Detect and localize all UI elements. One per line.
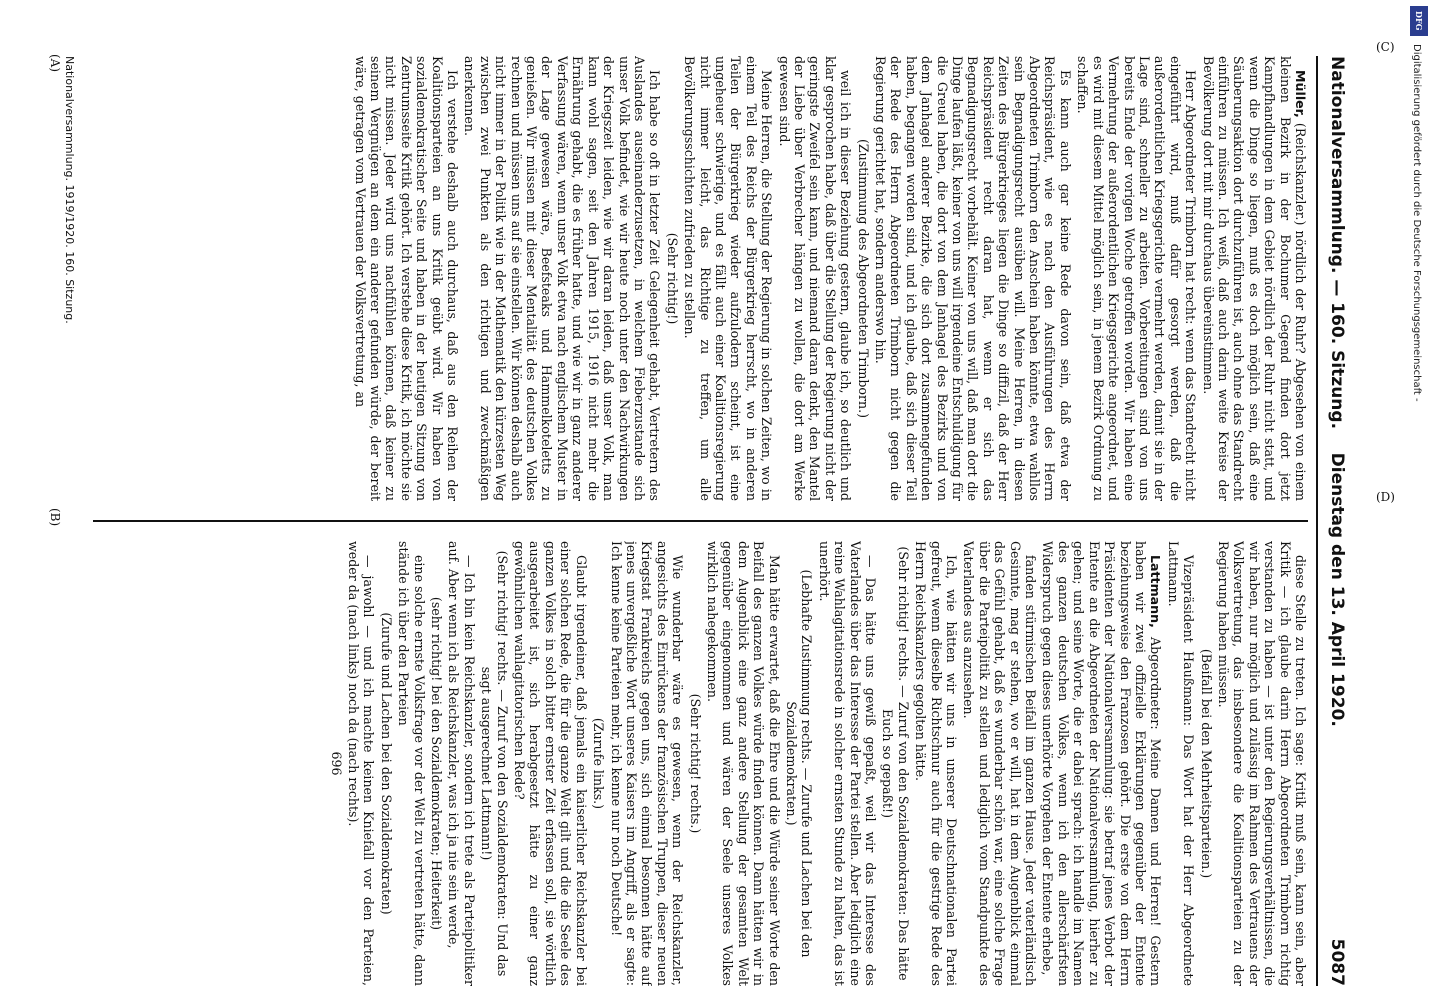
page-footer: Nationalversammlung. 1919/1920. 160. Sitzung. <box>63 56 76 324</box>
paragraph: fanden stürmischen Beifall im ganzen Hause. Jeder vaterländisch Gesinnte, mag er stehen, wo er will, hat in dem Augenblick einmal das Gefühl gehabt, daß es wunderbar schön war, eine solche Frage über die Parteipolitik zu stellen und lediglich vom Standpunkte des Vaterlandes aus anzusehen. <box>961 541 1039 986</box>
rotated-page-content <box>48 54 1352 986</box>
speaker-role: Reichskanzler. <box>1293 127 1308 221</box>
interjection: (Zurufe links.) <box>591 717 607 810</box>
left-column <box>83 56 1308 501</box>
sheet-number: 696 <box>328 751 344 776</box>
header-date: Dienstag den 13. April 1920. <box>1327 452 1347 727</box>
interjection: (Sehr richtig!) <box>664 232 680 325</box>
column-divider <box>93 520 1308 522</box>
page-number: 5087 <box>1327 938 1347 986</box>
interjection: (sehr richtig! bei den Sozialdemokraten; Heiterkeit) <box>429 596 445 931</box>
paragraph: weil ich in dieser Beziehung gestern, glaube ich, so deutlich und klar gesprochen habe, daß über die Stellung der Regierung nicht der geringste Zweifel sein kann, und niemand daran denkt, den Mantel der Liebe über Verbrecher hängen zu wollen, die dort am Werke gewesen sind. <box>776 56 854 501</box>
margin-mark-a: (A) <box>48 54 62 73</box>
paragraph <box>1040 541 1163 986</box>
speaker-name: Müller, <box>1293 70 1308 118</box>
interjection: (Lebhafte Zustimmung rechts. — Zurufe und Lachen bei den Sozialdemokraten.) <box>784 569 815 958</box>
paragraph-text: nördlich der Ruhr? Abgesehen von einem kleinen Bezirk in der Bochumer Gegend finden dort jetzt Kampfhandlungen in dem Gebiet nördlich der Ruhr nicht statt, und wenn die Dinge so liegen, muß es doch möglich sein, daß eine Säuberungsaktion dort durchzuführen ist, auch ohne das Standrecht einführen zu müssen. Ich weiß, daß auch darin weite Kreise der Bevölkerung dort mit mir durchaus übereinstimmen. <box>1200 56 1308 501</box>
interjection: (Sehr richtig! rechts. — Zuruf von den Sozialdemokraten: Das hätte Euch so gepaßt!) <box>880 546 911 981</box>
header-right <box>1327 453 1347 986</box>
speaker-name: Lattmann, <box>1148 555 1164 628</box>
right-column <box>83 541 1308 986</box>
paragraph: Ich verstehe deshalb auch durchaus, daß aus den Reihen der Koalitionsparteien an uns Kritik geübt wird. Wir haben von sozialdemokratischer Seite und haben in der heutigen Sitzung von Zentrumsseite Kritik gehört. Ich verstehe diese Kritik, ich möchte sie nicht missen. Jeder wird uns nachfühlen können, daß keiner zu seinem Vergnügen an dem ein anderer gefunden würde, der bereit wäre, getragen vom Vertrauen der Volksvertretung, an <box>352 56 461 501</box>
dfg-logo: DFG <box>1410 6 1428 36</box>
margin-mark-b: (B) <box>48 508 62 527</box>
interjection: (Beifall bei den Mehrheitsparteien.) <box>1198 648 1214 879</box>
paragraph: Ich habe so oft in letzter Zeit Gelegenheit gehabt, Vertretern des Auslandes auseinanderzusetzen, in welchem Fieberzustande sich unser Volk befindet, wie wir heute noch unter den Nachwirkungen der Kriegszeit leiden, wie wir daran leiden, daß unser Volk, man kann wohl sagen, seit den Jahren 1915, 1916 nicht mehr die Ernährung gehabt, die es früher hatte, und wie wir in ganz anderer Verfassung wären, wenn unser Volk etwa nach englischem Muster in der Lage gewesen wäre, Beefsteaks und Hammelkoteletts zu genießen. Wir müssen mit dieser Mentalität des deutschen Volkes rechnen und müssen uns auf sie einstellen. Wir können deshalb auch nicht immer in der Politik wie in der Mathematik den kürzesten Weg zwischen zwei Punkten als den richtigen und zweckmäßigen anerkennen. <box>462 56 663 501</box>
header-rule <box>1316 56 1318 986</box>
interjection: (Sehr richtig! rechts. — Zuruf von den Sozialdemokraten: Und das sagt ausgerechnet Lattmann!) <box>479 550 510 977</box>
dfg-sidebar <box>1406 0 1434 1000</box>
paragraph: — Ich bin kein Reichskanzler, sondern ich trete als Parteipolitiker auf. Aber wenn ich als Reichskanzler, was ich ja nie sein werde, <box>446 541 477 986</box>
margin-mark-d: (D) <box>1376 490 1395 504</box>
paragraph: Man hätte erwartet, daß die Ehre und die Würde seiner Worte den Beifall des ganzen Volkes würde finden können. Dann hätten wir in dem Augenblick eine ganz andere Stellung der gesamten Welt gegenüber eingenommen und wären der Seele unseres Volkes wirklich nahegekommen. <box>704 541 782 986</box>
paragraph: Herr Abgeordneter Trimborn hat recht: wenn das Standrecht nicht eingeführt wird, muß dafür gesorgt werden, daß die außerordentlichen Kriegsgerichte vermehrt werden, damit sie in der Lage sind, schneller zu arbeiten. Vorbereitungen sind von uns bereits Ende der vorigen Woche getroffen worden. Wir haben eine Vermehrung der außerordentlichen Kriegsgerichte angeordnet, und es wird mit diesem Mittel möglich sein, in jenem Bezirk Ordnung zu schaffen. <box>1075 56 1199 501</box>
paragraph: Vizepräsident Haußmann: Das Wort hat der Herr Abgeordnete Lattmann. <box>1165 541 1197 986</box>
paragraph: Glaubt irgendeiner, daß jemals ein kaiserlicher Reichskanzler bei einer solchen Rede, die für die ganze Welt gilt und die die Seele des ganzen Volkes in solch bitter ernster Zeit erfassen soll, sie wörtlich ausgearbeitet ist, sich herabgesetzt hätte zu einer ganz gewöhnlichen wahlagitatorischen Rede? <box>512 541 589 986</box>
paragraph: — Das hätte uns gewiß gepaßt, weil wir das Interesse des Vaterlandes über das Interesse der Partei stellen. Aber lediglich eine reine Wahlagitationsrede in solcher ernsten Stunde zu halten, das ist unerhört. <box>816 541 879 986</box>
paragraph: Ich, wie hätten wir uns in unserer Deutschnationalen Partei gefreut, wenn dieselbe Richtschnur auch für die gestrige Rede des Herrn Reichskanzlers gegolten hätte. <box>913 541 960 986</box>
paragraph: Meine Herren, die Stellung der Regierung in solchen Zeiten, wo in einem Teil des Reichs der Bürgerkrieg herrscht, wo in anderen Teilen der Bürgerkrieg wieder aufzulodern scheint, ist eine ungeheuer schwierige, und es fällt auch einer Koalitionsregierung nicht immer leicht, das Richtige zu treffen, um alle Bevölkerungsschichten zufrieden zu stellen. <box>682 56 775 501</box>
paragraph: eine solche ernste Volksfrage vor der Welt zu vertreten hätte, dann stände ich über den Parteien <box>396 541 427 986</box>
paragraph: Wie wunderbar wäre es gewesen, wenn der Reichskanzler, angesichts des Einrückens der französischen Truppen, dieser neuen Kriegstat Frankreichs gegen uns, sich einmal besonnen hätte auf jenes unvergeßliche Wort unseres Kaisers im Angriff, als er sagte: Ich kenne keine Parteien mehr, ich kenne nur noch Deutsche! <box>608 541 686 986</box>
paragraph: diese Stelle zu treten. Ich sage: Kritik muß sein, kann sein, aber Kritik — ich glaube darin Herrn Abgeordneten Trimborn richtig verstanden zu haben — ist unter den Regierungsverhältnissen, die wir haben, nur möglich und zulässig im Rahmen des Vertrauens der Volksvertretung, das insbesondere die Koalitionsparteien zu der Regierung haben müssen. <box>1215 541 1308 986</box>
interjection: (Zurufe und Lachen bei den Sozialdemokraten) <box>378 612 394 915</box>
header-left: Nationalversammlung. — 160. Sitzung. <box>1327 56 1347 430</box>
dfg-sidebar-text: Digitalisierung gefördert durch die Deutsche Forschungsgemeinschaft - <box>1411 44 1422 402</box>
paragraph-text: Abgeordneter: Meine Damen und Herren! Gestern haben wir zwei offizielle Erklärungen gegenüber der Entente beziehungsweise den Franzosen gehört. Die erste von dem Herrn Präsidenten der Nationalversammlung: sie betraf jenes Verbot der Entente an die Abgeordneten der Nationalversammlung, hierher zu gehen; und seine Worte, die er dabei sprach: ich handle im Namen des ganzen deutschen Volkes, wenn ich den allerschärfsten Widerspruch gegen dieses unerhörte Vorgehen der Entente erhebe, <box>1040 541 1164 986</box>
page-header <box>1322 56 1352 986</box>
interjection: (Sehr richtig! rechts.) <box>687 693 703 834</box>
paragraph: — jawohl — und ich machte keinen Kniefall vor den Parteien, weder da (nach links) noch da (nach rechts). <box>346 541 377 986</box>
paragraph: Es kann auch gar keine Rede davon sein, daß etwa der Reichspräsident, wie es nach den Ausführungen des Herrn Abgeordneten Trimborn den Anschein haben könnte, etwa wahllos sein Begnadigungsrecht ausüben will. Meine Herren, in diesen Zeiten des Bürgerkrieges liegen die Dinge so diffizil, daß der Herr Reichspräsident recht daran hat, wenn er sich das Begnadigungsrecht vorbehält. Keiner von uns will, daß man dort die Dinge laufen läßt, keiner von uns will irgendeine Entschuldigung für die Greuel haben, die dort von dem Janhagel des Bezirks und von dem Janhagel anderer Bezirke, die sich dort zusammengefunden haben, begangen worden sind, und ich glaube, daß sich dieser Teil der Rede des Herrn Abgeordneten Trimborn nicht gegen die Regierung gerichtet hat, sondern anderswo hin. <box>873 56 1073 501</box>
paragraph: Müller, (Reichskanzler.) nördlich der Ruhr? Abgesehen von einem kleinen Bezirk in der Bochumer Gegend finden dort jetzt Kampfhandlungen in dem Gebiet nördlich der Ruhr nicht statt, und wenn die Dinge so liegen, muß es doch möglich sein, daß eine Säuberungsaktion dort durchzuführen ist, auch ohne das Standrecht einführen zu müssen. Ich weiß, daß auch darin weite Kreise der Bevölkerung dort mit mir durchaus übereinstimmen. <box>1200 56 1308 501</box>
interjection: (Zustimmung des Abgeordneten Trimborn.) <box>855 138 871 419</box>
margin-mark-c: (C) <box>1376 40 1395 54</box>
